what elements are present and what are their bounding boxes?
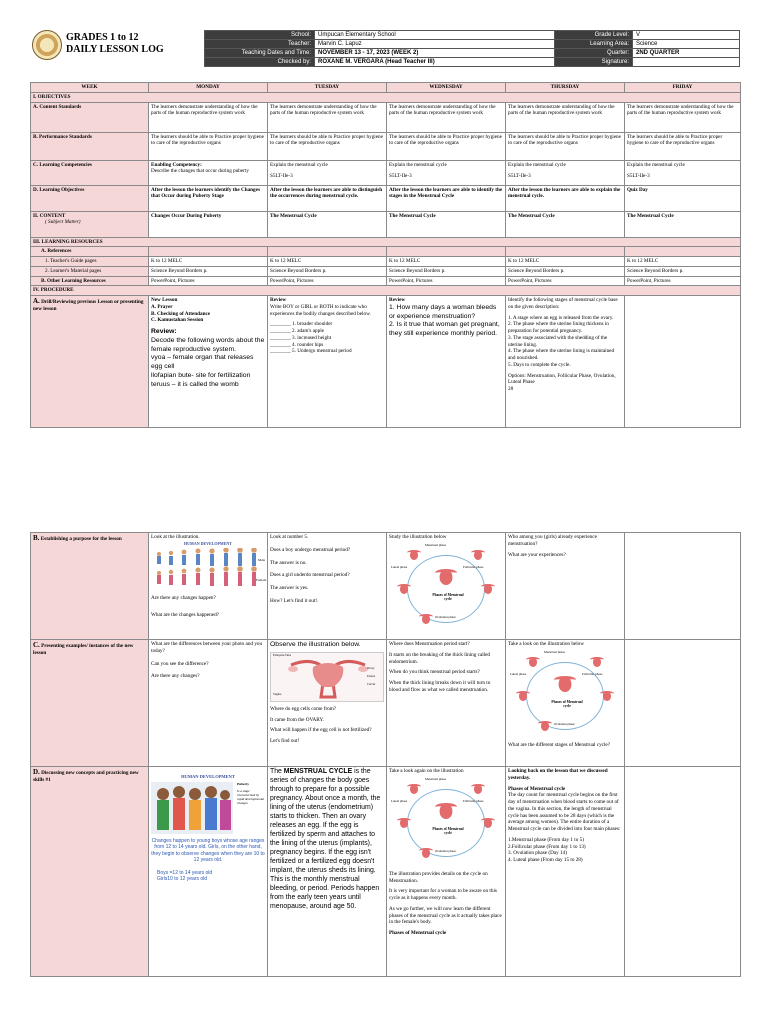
area-label: Learning Area: bbox=[555, 40, 633, 49]
cell: Science Beyond Borders p. bbox=[625, 266, 741, 276]
cell: The learners demonstrate understanding of how the parts of the human reproductive system work bbox=[387, 102, 506, 132]
text: Changes happen to young boys whose age ranges from 12 to 14 years old. Girls, on the other hand, they begin to observe changes when they are 10 to 12 years old. bbox=[151, 837, 265, 864]
cell: The Menstrual Cycle bbox=[387, 211, 506, 237]
row-learning-competencies: C. Learning Competencies bbox=[31, 160, 149, 185]
cell-tue-c bbox=[268, 640, 387, 767]
text: llofapian bute- site for fertilization bbox=[151, 372, 251, 380]
list-item: ________ 3. increased height bbox=[270, 334, 332, 341]
cell: The learners demonstrate understanding of how the parts of the human reproductive system work bbox=[506, 102, 625, 132]
teacher-label: Teacher: bbox=[205, 40, 315, 49]
cell: The learners should be able to Practice proper hygiene to care of the reproductive organs bbox=[268, 132, 387, 160]
checked-value: ROXANE M. VERGARA (Head Teacher III) bbox=[315, 58, 555, 67]
header bbox=[30, 30, 740, 74]
cell: Quiz Day bbox=[625, 185, 741, 211]
uterus-icon bbox=[397, 817, 411, 829]
cell-mon-a bbox=[149, 296, 268, 428]
list-item: 4. The phase where the uterine lining is maintained and nourished. bbox=[508, 348, 615, 361]
human-development-illustration bbox=[151, 548, 265, 590]
cell: The learners demonstrate understanding of how the parts of the human reproductive system work bbox=[149, 102, 268, 132]
text: Decode the following words about the female reproductive system. bbox=[151, 336, 265, 353]
text: Take a look again on the illustration bbox=[389, 768, 464, 774]
text: Explain the menstrual cycle bbox=[270, 161, 328, 168]
text: What are the different stages of Menstrual cycle? bbox=[508, 741, 611, 748]
uterus-icon bbox=[419, 613, 433, 625]
cell: PowerPoint, Pictures bbox=[149, 276, 268, 286]
cycle-title: Phases of Menstrual cycle bbox=[551, 699, 583, 709]
section-procedure: IV. PROCEDURE bbox=[31, 286, 741, 296]
cell bbox=[149, 160, 268, 185]
cell: The learners demonstrate understanding of how the parts of the human reproductive system work bbox=[268, 102, 387, 132]
uterus-icon bbox=[516, 690, 530, 702]
text: The answer is no. bbox=[270, 559, 307, 566]
text: Who among you (girls) already experience menstruation? bbox=[508, 534, 597, 547]
list-item: ________ 1. broader shoulder bbox=[270, 321, 333, 328]
label: Cervix bbox=[367, 681, 376, 686]
cell: K to 12 MELC bbox=[506, 257, 625, 267]
text: D. bbox=[33, 768, 40, 776]
uterus-icon bbox=[554, 674, 576, 693]
cycle-label-ovulation: Ovulation phase bbox=[435, 614, 456, 619]
cell-wed-b bbox=[387, 533, 506, 640]
teacher-value: Marvin C. Lapuz bbox=[315, 40, 555, 49]
uterus-icon bbox=[526, 656, 540, 668]
cell: After the lesson the learners identify the Changes that Occur during Puberty Stage bbox=[149, 185, 268, 211]
list-item: 2.Follicular phase (From day 1 to 13) bbox=[508, 843, 586, 850]
text: S5LT-IIe-3 bbox=[389, 173, 412, 180]
cycle-label-menstrual: Menstrual phase bbox=[544, 649, 565, 654]
label: Vagina bbox=[273, 691, 282, 696]
menstrual-cycle-diagram bbox=[389, 543, 503, 631]
text: Look at the illustration. bbox=[151, 534, 200, 540]
cell-thu-a bbox=[506, 296, 625, 428]
cell: The Menstrual Cycle bbox=[268, 211, 387, 237]
puberty-illustration bbox=[151, 782, 265, 834]
row-references: A. References bbox=[31, 247, 149, 257]
cell-tue-d bbox=[268, 767, 387, 977]
uterus-icon bbox=[481, 583, 495, 595]
text: Discussing new concepts and practicing new skills #1 bbox=[33, 770, 139, 784]
text: Options: Menstruation, Follicular Phase, Ovulation, Luteal Phase bbox=[508, 372, 616, 386]
text: A. Prayer bbox=[151, 303, 173, 310]
text: It is very important for a woman to be aware on this cycle as it happens every month. bbox=[389, 888, 497, 901]
cell-wed-a bbox=[387, 296, 506, 428]
col-monday: MONDAY bbox=[149, 83, 268, 93]
row-b-purpose bbox=[31, 533, 149, 640]
dates-value: NOVEMBER 13 - 17, 2023 (WEEK 2) bbox=[315, 49, 555, 58]
text: Where do egg cells come from? bbox=[270, 705, 337, 712]
info-table bbox=[204, 30, 740, 67]
text: The illustration provides details on the cycle on Menstruation. bbox=[389, 870, 488, 884]
cell: K to 12 MELC bbox=[149, 257, 268, 267]
menstrual-cycle-diagram bbox=[389, 777, 503, 865]
uterus-icon bbox=[419, 847, 433, 859]
text: It starts on the breaking of the thick lining called endometrium. bbox=[389, 651, 490, 665]
area-value: Science bbox=[633, 40, 740, 49]
uterus-icon bbox=[435, 567, 457, 586]
label: Is a stage characterized by rapid developmental changes bbox=[237, 788, 265, 805]
text: Write BOY or GIRL or BOTH to indicate who experiences the bodily changes described below. bbox=[270, 303, 371, 317]
list-item: ________ 2. adam's apple bbox=[270, 328, 324, 334]
grade-value: V bbox=[633, 31, 740, 40]
cycle-label-menstrual: Menstrual phase bbox=[425, 542, 446, 547]
uterus-icon bbox=[600, 690, 614, 702]
cell-tue-a bbox=[268, 296, 387, 428]
school-value: Umpucan Elementary School bbox=[315, 31, 555, 40]
image-title: HUMAN DEVELOPMENT bbox=[184, 540, 232, 546]
list-item: 1.Menstrual phase (From day 1 to 5) bbox=[508, 836, 584, 843]
cell: K to 12 MELC bbox=[268, 257, 387, 267]
cell-mon-c bbox=[149, 640, 268, 767]
text: Where does Menstruation period start? bbox=[389, 641, 470, 647]
section-objectives: I. OBJECTIVES bbox=[31, 92, 741, 102]
cell: The learners demonstrate understanding of how the parts of the human reproductive system work bbox=[625, 102, 741, 132]
list-item: 4. Luteal phase (From day 15 to 28) bbox=[508, 857, 583, 863]
text: Identify the following stages of menstrual cycle base on the given description: bbox=[508, 297, 618, 310]
text: Does a girl underdo menstrual period? bbox=[270, 572, 350, 579]
uterus-icon bbox=[471, 549, 485, 561]
text bbox=[270, 768, 384, 912]
text: Can you see the difference? bbox=[151, 660, 209, 667]
uterus-icon bbox=[590, 656, 604, 668]
cell-wed-d bbox=[387, 767, 506, 977]
list-item: 5. Days to complete the cycle. bbox=[508, 361, 571, 368]
row-a-drill bbox=[31, 296, 149, 428]
image-title: HUMAN DEVELOPMENT bbox=[181, 774, 235, 779]
row-learning-objectives: D. Learning Objectives bbox=[31, 185, 149, 211]
cycle-title: Phases of Menstrual cycle bbox=[432, 592, 464, 602]
text: When the thick lining breaks down it will turn to blood and flow as what we called menstruation. bbox=[389, 680, 491, 693]
cell: The learners should be able to Practice proper hygiene to care of the reproductive organs bbox=[387, 132, 506, 160]
text: C. Kamustahan Session bbox=[151, 317, 204, 324]
cell: After the lesson the learners are able to identify the stages in the Menstrual Cycle bbox=[387, 185, 506, 211]
cell bbox=[625, 247, 741, 257]
row-content-standards: A. Content Standards bbox=[31, 102, 149, 132]
cycle-label-luteal: Luteal phase bbox=[391, 798, 408, 803]
text: Girls10 to 12 years old bbox=[157, 876, 208, 883]
label-female: Female bbox=[256, 577, 267, 582]
text: Take a look on the illustration below bbox=[508, 641, 584, 647]
cell bbox=[149, 247, 268, 257]
text: As we go further, we will now learn the different phases of the menstrual cycle as it actually takes place in the female's body. bbox=[389, 905, 502, 926]
text: When do you think menstrual period starts? bbox=[389, 669, 480, 676]
text: ( Subject Matter) bbox=[45, 219, 81, 226]
text: Observe the illustration below. bbox=[270, 641, 361, 648]
cycle-label-luteal: Luteal phase bbox=[391, 564, 408, 569]
cell-tue-b bbox=[268, 533, 387, 640]
row-tg: 1. Teacher's Guide pages bbox=[31, 257, 149, 267]
text: A. bbox=[33, 297, 40, 305]
list-item: ________ 5. Undergo menstrual period bbox=[270, 348, 352, 355]
text: Does a boy undergo menstrual period? bbox=[270, 546, 351, 553]
text: C. bbox=[33, 641, 40, 649]
cycle-label-luteal: Luteal phase bbox=[510, 671, 527, 676]
text: II. CONTENT bbox=[33, 212, 66, 219]
cell: Science Beyond Borders p. bbox=[268, 266, 387, 276]
cell-thu-d bbox=[506, 767, 625, 977]
signature-value bbox=[633, 58, 740, 67]
col-friday: FRIDAY bbox=[625, 83, 741, 93]
children-group-icon bbox=[151, 782, 233, 834]
text: The answer is yes. bbox=[270, 585, 309, 591]
label-male: Male bbox=[258, 557, 266, 562]
cell bbox=[625, 160, 741, 185]
cell-fri-d bbox=[625, 767, 741, 977]
list-item: ________ 4. rounder hips bbox=[270, 341, 324, 348]
text: Presenting examples/ instances of the new lesson bbox=[33, 643, 134, 657]
cell: Science Beyond Borders p. bbox=[506, 266, 625, 276]
text: Study the illustration below bbox=[389, 534, 447, 540]
text: The bbox=[270, 768, 284, 775]
text: What are the differences between your photo and you today? bbox=[151, 641, 263, 654]
cell: The Menstrual Cycle bbox=[625, 211, 741, 237]
cell-mon-d bbox=[149, 767, 268, 977]
grade-label: Grade Level: bbox=[555, 31, 633, 40]
row-lm: 2. Learner's Material pages bbox=[31, 266, 149, 276]
deped-seal-icon bbox=[32, 30, 62, 60]
cell: Science Beyond Borders p. bbox=[149, 266, 268, 276]
cell bbox=[506, 247, 625, 257]
quarter-value: 2ND QUARTER bbox=[633, 49, 740, 58]
col-thursday: THURSDAY bbox=[506, 83, 625, 93]
list-item: 1. A stage where an egg is released from the ovary. bbox=[508, 314, 614, 321]
cell: After the lesson the learners are able to distinguish the occurrences during menstrual cycle. bbox=[268, 185, 387, 211]
cell bbox=[268, 247, 387, 257]
cell: K to 12 MELC bbox=[625, 257, 741, 267]
cell: Changes Occur During Puberty bbox=[149, 211, 268, 237]
cell: The learners should be able to Practice proper hygiene to care of the reproductive organs bbox=[506, 132, 625, 160]
col-wednesday: WEDNESDAY bbox=[387, 83, 506, 93]
text: Drill/Reviewing previous Lesson or presenting new lesson bbox=[33, 299, 144, 313]
text: What are your experiences? bbox=[508, 551, 566, 558]
text: 28 bbox=[508, 386, 514, 392]
text: B. bbox=[33, 534, 40, 542]
list-item: 2. The phase where the uterine lining thickens in preparation for potential pregnancy. bbox=[508, 321, 609, 334]
cell-wed-c bbox=[387, 640, 506, 767]
cell bbox=[387, 247, 506, 257]
list-item: 3. Ovulation phase (Day 14) bbox=[508, 850, 567, 857]
section-resources: III. LEARNING RESOURCES bbox=[31, 237, 741, 247]
uterus-icon bbox=[407, 783, 421, 795]
text: S5LT-IIe-3 bbox=[270, 173, 293, 180]
text: Look at number 5. bbox=[270, 534, 309, 540]
lesson-table-2 bbox=[30, 532, 741, 977]
text: Review bbox=[389, 297, 406, 303]
label: Fallopian Tube bbox=[273, 652, 292, 657]
reproductive-organs-illustration bbox=[270, 652, 384, 702]
text: What will happen if the egg cell is not fertilized? bbox=[270, 727, 372, 734]
text: How? Let's find it out!. bbox=[270, 597, 319, 604]
col-tuesday: TUESDAY bbox=[268, 83, 387, 93]
text: Enabling Competency: bbox=[151, 161, 202, 168]
row-other-resources: B. Other Learning Resources bbox=[31, 276, 149, 286]
text: B. Checking of Attendance bbox=[151, 310, 211, 317]
uterus-icon bbox=[397, 583, 411, 595]
text: Phases of Menstrual cycle bbox=[508, 785, 566, 792]
cell: PowerPoint, Pictures bbox=[387, 276, 506, 286]
cell-fri-b bbox=[625, 533, 741, 640]
quarter-label: Quarter: bbox=[555, 49, 633, 58]
text: Explain the menstrual cycle bbox=[389, 161, 447, 168]
col-week: WEEK bbox=[31, 83, 149, 93]
cell-thu-c bbox=[506, 640, 625, 767]
list-item: 3. The stage associated with the shedding of the uterine lining. bbox=[508, 334, 608, 348]
text: Phases of Menstrual cycle bbox=[389, 930, 447, 936]
cell: Science Beyond Borders p. bbox=[387, 266, 506, 276]
cell: After the lesson the learners are able to explain the menstrual cycle. bbox=[506, 185, 625, 211]
cell bbox=[506, 160, 625, 185]
text: Review: bbox=[151, 328, 177, 335]
uterus-icon bbox=[471, 783, 485, 795]
uterus-icon bbox=[435, 801, 457, 820]
text: Explain the menstrual cycle bbox=[627, 161, 685, 168]
cycle-label-ovulation: Ovulation phase bbox=[554, 721, 575, 726]
text: What are the changes happened? bbox=[151, 611, 219, 618]
cycle-label-follicular: Follicular phase bbox=[463, 798, 484, 803]
text: S5LT-IIe-3 bbox=[627, 173, 650, 180]
cycle-title: Phases of Menstrual cycle bbox=[432, 826, 464, 836]
cell: PowerPoint, Pictures bbox=[506, 276, 625, 286]
cycle-label-follicular: Follicular phase bbox=[582, 671, 603, 676]
text: The day count for menstrual cycle begins on the first day of menstruation when blood starts to come out of the vagina. In this section, the length of menstrual cycle has been assumed to be 28 days (which is the average among women). The entire duration of a Menstrual cycle can be divided into four main phases: bbox=[508, 792, 621, 832]
text: Review bbox=[270, 297, 287, 303]
checked-label: Checked by: bbox=[205, 58, 315, 67]
row-performance-standards: B. Performance Standards bbox=[31, 132, 149, 160]
signature-label: Signature: bbox=[555, 58, 633, 67]
children-figures-icon bbox=[151, 548, 266, 590]
cell: The learners should be able to Practice proper hygiene to care of the reproductive organs bbox=[149, 132, 268, 160]
cell: K to 12 MELC bbox=[387, 257, 506, 267]
text: Are there any changes? bbox=[151, 673, 200, 680]
uterus-icon bbox=[407, 549, 421, 561]
row-content bbox=[31, 211, 149, 237]
text: MENSTRUAL CYCLE bbox=[283, 768, 353, 775]
text: Boys =12 to 14 years old bbox=[157, 869, 213, 876]
text: New Lesson bbox=[151, 297, 178, 303]
label: Ovary bbox=[367, 665, 375, 670]
label: Uterus bbox=[367, 673, 375, 678]
text: S5LT-IIe-3 bbox=[508, 173, 531, 180]
cell-fri-c bbox=[625, 640, 741, 767]
text: teruus – it is called the womb bbox=[151, 380, 239, 388]
cell-thu-b bbox=[506, 533, 625, 640]
cell-mon-b bbox=[149, 533, 268, 640]
dates-label: Teaching Dates and Time: bbox=[205, 49, 315, 58]
cell: The Menstrual Cycle bbox=[506, 211, 625, 237]
row-d-discussing bbox=[31, 767, 149, 977]
uterus-icon bbox=[538, 720, 552, 732]
cycle-label-follicular: Follicular phase bbox=[463, 564, 484, 569]
cell: PowerPoint, Pictures bbox=[625, 276, 741, 286]
lesson-table-1 bbox=[30, 82, 741, 428]
text: 2. Is it true that woman get pregnant, they still experience monthly period. bbox=[389, 321, 500, 338]
cell: The learners should be able to Practice proper hygiene to care of the reproductive organs bbox=[625, 132, 741, 160]
cycle-label-ovulation: Ovulation phase bbox=[435, 848, 456, 853]
text: Describe the changes that occur during puberty bbox=[151, 168, 249, 175]
text: is the series of changes the body goes through to prepare for a possible pregnancy. About once a month, the lining of the uterus (endometrium) starts to thicken. Then an ovary releases an egg. If the egg is fertilized by sperm and attaches to the lining of the uterus (implants), pregnancy begins. If the egg isn't fertilized or a fertilized egg doesn't implant, the uterus sheds its lining. This is the monthly menstrual bleeding, or period. Periods happen from the early teen years until menopause, around age 50. bbox=[270, 768, 381, 910]
form-title bbox=[66, 32, 164, 56]
label: Puberty bbox=[237, 781, 250, 786]
title-line1: GRADES 1 to 12 bbox=[66, 32, 139, 43]
uterus-icon bbox=[481, 817, 495, 829]
cell-fri-a bbox=[625, 296, 741, 428]
text: Are there any changes happen? bbox=[151, 594, 216, 601]
school-label: School: bbox=[205, 31, 315, 40]
text: Explain the menstrual cycle bbox=[508, 161, 566, 168]
cycle-label-menstrual: Menstrual phase bbox=[425, 776, 446, 781]
text: Looking back on the lesson that we discussed yesterday. bbox=[508, 768, 608, 781]
menstrual-cycle-diagram bbox=[508, 650, 622, 738]
text: 1. How many days a woman bleeds or experience menstruation? bbox=[389, 303, 497, 320]
cell: PowerPoint, Pictures bbox=[268, 276, 387, 286]
title-line2: DAILY LESSON LOG bbox=[66, 44, 164, 55]
text: Let's find out! bbox=[270, 738, 300, 745]
text: Establishing a purpose for the lesson bbox=[40, 536, 122, 542]
cell bbox=[268, 160, 387, 185]
text: vyoa – female organ that releases egg cell bbox=[151, 354, 254, 371]
text: It came from the OVARY. bbox=[270, 716, 324, 723]
cell bbox=[387, 160, 506, 185]
row-c-examples bbox=[31, 640, 149, 767]
